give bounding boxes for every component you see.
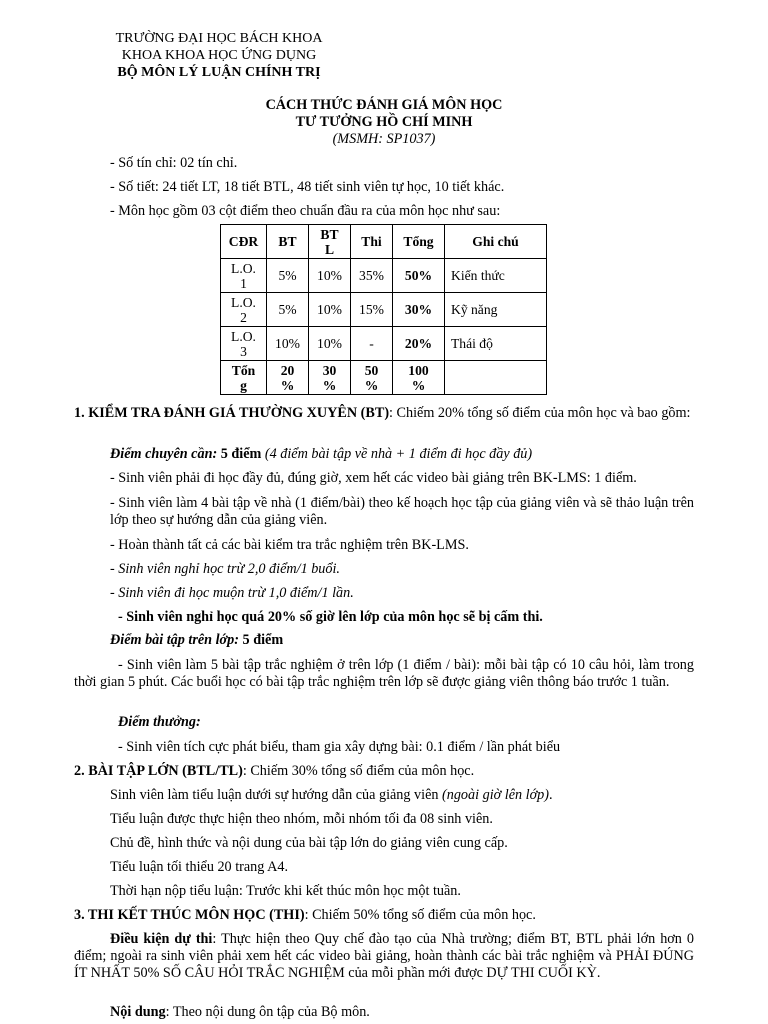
course-name: TƯ TƯỞNG HỒ CHÍ MINH — [295, 114, 473, 130]
department-name: BỘ MÔN LÝ LUẬN CHÍNH TRỊ — [117, 65, 321, 80]
table-cell: 20 % — [267, 361, 309, 395]
course-code: (MSMH: SP1037) — [332, 131, 436, 147]
table-cell: 100 % — [393, 361, 445, 395]
table-row — [221, 259, 547, 293]
table-cell: 30 % — [309, 361, 351, 395]
table-header-cell: Ghi chú — [445, 225, 547, 259]
table-cell: 10% — [267, 327, 309, 361]
table-total-row — [221, 361, 547, 395]
hours-line: - Số tiết: 24 tiết LT, 18 tiết BTL, 48 tiết sinh viên tự học, 10 tiết khác. — [110, 179, 505, 195]
table-cell — [445, 361, 547, 395]
table-cell: 15% — [351, 293, 393, 327]
table-header-row — [221, 225, 547, 259]
essay-line-2: Tiểu luận được thực hiện theo nhóm, mỗi nhóm tối đa 08 sinh viên. — [110, 811, 493, 827]
table-cell: 5% — [267, 259, 309, 293]
section2-title: 2. BÀI TẬP LỚN (BTL/TL) — [74, 763, 243, 779]
grading-intro-line: - Môn học gồm 03 cột điểm theo chuẩn đầu ra của môn học như sau: — [110, 203, 501, 219]
attendance-item-1: - Sinh viên phải đi học đầy đủ, đúng giờ, xem hết các video bài giảng trên BK-LMS: 1 điểm. — [110, 470, 637, 486]
section1-heading — [74, 405, 694, 422]
document-title: CÁCH THỨC ĐÁNH GIÁ MÔN HỌC — [265, 97, 503, 113]
inclass-description: - Sinh viên làm 5 bài tập trắc nghiệm ở trên lớp (1 điểm / bài): mỗi bài tập có 10 câu hỏi, làm trong thời gian 5 phút. Các buổi học có bài tập trắc nghiệm trên lớp sẽ được giảng viên thông báo trước 1 tuần. — [74, 657, 694, 690]
table-cell: Kiến thức — [445, 259, 547, 293]
table-cell: 10% — [309, 327, 351, 361]
essay-line-5: Thời hạn nộp tiểu luận: Trước khi kết thúc môn học một tuần. — [110, 883, 461, 899]
table-cell: 50 % — [351, 361, 393, 395]
table-cell: 50% — [393, 259, 445, 293]
table-row — [221, 327, 547, 361]
bonus-description: - Sinh viên tích cực phát biểu, tham gia xây dựng bài: 0.1 điểm / lần phát biểu — [118, 739, 561, 755]
section1-description: : Chiếm 20% tổng số điểm của môn học và bao gồm: — [389, 405, 691, 421]
essay-line-1-end: . — [548, 787, 553, 803]
section3-title: 3. THI KẾT THÚC MÔN HỌC (THI) — [74, 907, 305, 923]
table-header-cell: CĐR — [221, 225, 267, 259]
late-penalty: - Sinh viên đi học muộn trừ 1,0 điểm/1 lần. — [110, 585, 354, 601]
exam-conditions-text: : Thực hiện theo Quy chế đào tạo của Nhà trường; điểm BT, BTL phải lớn hơn 0 điểm; ngoài ra sinh viên phải xem hết các video bài giảng, hoàn thành các bài trắc nghiệm và PHẢI ĐÚNG ÍT NHẤT 50% SỐ CÂU HỎI TRẮC NGHIỆM của mỗi phần mới được DỰ THI CUỐI KỲ. — [74, 931, 694, 981]
exam-content-text: : Theo nội dung ôn tập của Bộ môn. — [165, 1004, 370, 1020]
faculty-name: KHOA KHOA HỌC ỨNG DỤNG — [121, 48, 317, 63]
section2-heading — [74, 763, 474, 780]
exam-conditions — [74, 931, 694, 982]
inclass-label: Điểm bài tập trên lớp: — [110, 632, 239, 648]
section1-title: 1. KIỂM TRA ĐÁNH GIÁ THƯỜNG XUYÊN (BT) — [74, 405, 390, 421]
exam-conditions-label: Điều kiện dự thi — [110, 931, 213, 947]
bonus-label: Điểm thưởng: — [118, 714, 201, 730]
exam-ban-rule: - Sinh viên nghỉ học quá 20% số giờ lên lớp của môn học sẽ bị cấm thi. — [118, 609, 543, 625]
attendance-item-2: - Sinh viên làm 4 bài tập về nhà (1 điểm/bài) theo kế hoạch học tập của giảng viên và sẽ thảo luận trên lớp theo sự hướng dẫn của giảng viên. — [110, 495, 694, 528]
table-cell: L.O. 1 — [221, 259, 267, 293]
essay-line-3: Chủ đề, hình thức và nội dung của bài tập lớn do giảng viên cung cấp. — [110, 835, 508, 851]
inclass-line — [110, 632, 283, 649]
table-cell: - — [351, 327, 393, 361]
section3-heading — [74, 907, 536, 924]
section3-description: : Chiếm 50% tổng số điểm của môn học. — [304, 907, 536, 923]
university-name: TRƯỜNG ĐẠI HỌC BÁCH KHOA — [115, 31, 323, 46]
table-cell: 10% — [309, 259, 351, 293]
table-cell: L.O. 2 — [221, 293, 267, 327]
table-cell: L.O. 3 — [221, 327, 267, 361]
table-header-cell: Thi — [351, 225, 393, 259]
table-cell: Thái độ — [445, 327, 547, 361]
exam-content — [110, 1004, 370, 1021]
essay-line-1-note: (ngoài giờ lên lớp) — [442, 787, 549, 803]
essay-line-1 — [110, 787, 553, 804]
table-cell: Kỹ năng — [445, 293, 547, 327]
attendance-item-3: - Hoàn thành tất cả các bài kiểm tra trắc nghiệm trên BK-LMS. — [110, 537, 469, 553]
attendance-points: 5 điểm — [217, 446, 262, 462]
attendance-label: Điểm chuyên cần: — [110, 446, 218, 462]
credits-line: - Số tín chỉ: 02 tín chỉ. — [110, 155, 238, 171]
table-row — [221, 293, 547, 327]
attendance-line — [110, 446, 532, 463]
essay-line-1-text: Sinh viên làm tiểu luận dưới sự hướng dẫn của giảng viên — [110, 787, 443, 803]
table-cell: 10% — [309, 293, 351, 327]
table-cell: 30% — [393, 293, 445, 327]
exam-content-label: Nội dung — [110, 1004, 166, 1020]
grading-table — [220, 224, 547, 395]
table-cell: Tổn g — [221, 361, 267, 395]
absence-penalty: - Sinh viên nghỉ học trừ 2,0 điểm/1 buổi. — [110, 561, 340, 577]
table-header-cell: Tổng — [393, 225, 445, 259]
table-cell: 35% — [351, 259, 393, 293]
table-header-cell: BT — [267, 225, 309, 259]
attendance-note: (4 điểm bài tập về nhà + 1 điểm đi học đầy đủ) — [261, 446, 533, 462]
table-header-cell: BT L — [309, 225, 351, 259]
table-cell: 5% — [267, 293, 309, 327]
inclass-points: 5 điểm — [239, 632, 284, 648]
table-cell: 20% — [393, 327, 445, 361]
section2-description: : Chiếm 30% tổng số điểm của môn học. — [242, 763, 475, 779]
essay-line-4: Tiểu luận tối thiểu 20 trang A4. — [110, 859, 288, 875]
